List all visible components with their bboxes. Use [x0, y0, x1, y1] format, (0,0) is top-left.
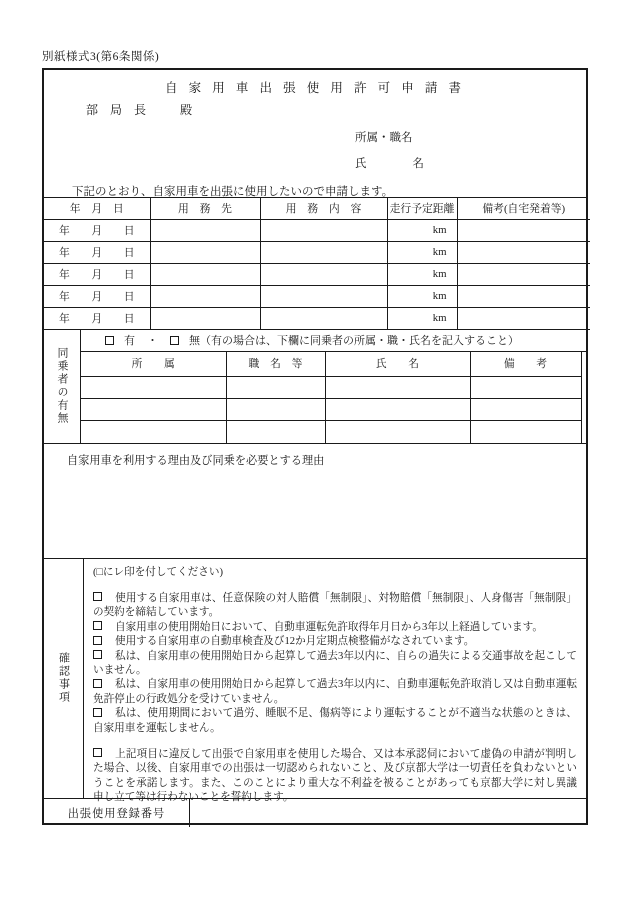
- trip-destination-cell[interactable]: [150, 219, 260, 241]
- passenger-affiliation-cell[interactable]: [81, 377, 226, 399]
- passenger-row: [81, 421, 581, 443]
- confirmation-item: [93, 650, 577, 679]
- trip-note-cell[interactable]: [457, 307, 590, 329]
- passenger-no-label: 無: [189, 335, 200, 347]
- trip-date-cell[interactable]: 年 月 日: [44, 241, 150, 263]
- trip-note-cell[interactable]: [457, 241, 590, 263]
- confirmation-pledge: [93, 748, 577, 806]
- registration-value-cell[interactable]: [190, 799, 586, 827]
- passenger-name-cell[interactable]: [325, 377, 470, 399]
- col-header-affiliation: 所 属: [81, 352, 226, 377]
- reason-label: 自家用車を利用する理由及び同乗を必要とする理由: [67, 454, 325, 467]
- trip-destination-cell[interactable]: [150, 285, 260, 307]
- confirmation-side-label: 確認事項: [44, 559, 84, 798]
- option-separator: ・: [147, 335, 158, 347]
- confirmation-item-text: 私は、使用期間において過労、睡眠不足、傷病等により運転することが不適当な状態のときは、自家用車を運転しません。: [93, 708, 577, 734]
- passenger-position-cell[interactable]: [226, 377, 325, 399]
- confirmation-item: [93, 707, 577, 736]
- intro-text: 下記のとおり、自家用車を出張に使用したいので申請します。: [72, 186, 394, 198]
- trip-row: [44, 241, 590, 263]
- trip-distance-cell[interactable]: km: [387, 307, 457, 329]
- trip-note-cell[interactable]: [457, 219, 590, 241]
- checkbox-passenger-no-icon[interactable]: [170, 336, 179, 345]
- trip-date-cell[interactable]: 年 月 日: [44, 263, 150, 285]
- passenger-affiliation-cell[interactable]: [81, 421, 226, 443]
- passenger-side-label: 同乗者の有無: [44, 330, 81, 443]
- passenger-name-cell[interactable]: [325, 399, 470, 421]
- addressee-line: [86, 103, 586, 118]
- passenger-option-note: （有の場合は、下欄に同乗者の所属・職・氏名を記入すること）: [200, 335, 519, 347]
- confirmation-item: [93, 635, 577, 649]
- confirmation-instruction: (□にレ印を付してください): [93, 566, 223, 578]
- checkbox-insurance-icon[interactable]: [93, 592, 102, 601]
- trip-description-cell[interactable]: [260, 285, 387, 307]
- addressee-label: 部 局 長: [86, 103, 147, 117]
- passenger-name-cell[interactable]: [325, 421, 470, 443]
- passenger-row: [81, 377, 581, 399]
- col-header-position: 職 名 等: [226, 352, 325, 377]
- col-header-description: 用 務 内 容: [260, 198, 387, 219]
- passenger-affiliation-cell[interactable]: [81, 399, 226, 421]
- passenger-remarks-cell[interactable]: [470, 399, 581, 421]
- passenger-table: [81, 352, 582, 443]
- passenger-section: [44, 330, 586, 444]
- trip-row: [44, 285, 590, 307]
- trip-distance-cell[interactable]: km: [387, 219, 457, 241]
- trip-note-cell[interactable]: [457, 263, 590, 285]
- form-number: 別紙様式3(第6条関係): [42, 51, 160, 63]
- trip-destination-cell[interactable]: [150, 241, 260, 263]
- passenger-row: [81, 399, 581, 421]
- trip-row: [44, 219, 590, 241]
- confirmation-section: [44, 559, 586, 804]
- passenger-remarks-cell[interactable]: [470, 377, 581, 399]
- trip-date-cell[interactable]: 年 月 日: [44, 307, 150, 329]
- trip-description-cell[interactable]: [260, 307, 387, 329]
- confirmation-item: [93, 678, 577, 707]
- trip-destination-cell[interactable]: [150, 263, 260, 285]
- trip-table: [44, 198, 590, 330]
- confirmation-item-text: 自家用車の使用開始日において、自動車運転免許取得年月日から3年以上経過しています。: [115, 621, 543, 633]
- col-header-note: 備考(自宅発着等): [457, 198, 590, 219]
- confirmation-item-text: 使用する自家用車は、任意保険の対人賠償「無制限」、対物賠償「無制限」、人身傷害「無制限」の契約を締結しています。: [93, 592, 577, 619]
- col-header-name: 氏 名: [325, 352, 470, 377]
- checkbox-no-accident-icon[interactable]: [93, 650, 102, 659]
- trip-date-cell[interactable]: 年 月 日: [44, 219, 150, 241]
- name-label: 氏 名: [355, 158, 424, 170]
- checkbox-passenger-yes-icon[interactable]: [105, 336, 114, 345]
- trip-destination-cell[interactable]: [150, 307, 260, 329]
- trip-distance-cell[interactable]: km: [387, 263, 457, 285]
- passenger-option-row: [81, 330, 586, 352]
- col-header-date: 年 月 日: [44, 198, 150, 219]
- checkbox-license-years-icon[interactable]: [93, 621, 102, 630]
- checkbox-inspection-icon[interactable]: [93, 636, 102, 645]
- form-head: [44, 70, 586, 198]
- trip-row: [44, 307, 590, 329]
- trip-distance-cell[interactable]: km: [387, 241, 457, 263]
- checkbox-fitness-icon[interactable]: [93, 708, 102, 717]
- confirmation-item: [93, 592, 577, 621]
- registration-row: [44, 799, 586, 827]
- col-header-distance: 走行予定距離: [387, 198, 457, 219]
- col-header-destination: 用 務 先: [150, 198, 260, 219]
- passenger-yes-label: 有: [124, 335, 135, 347]
- checkbox-no-suspension-icon[interactable]: [93, 679, 102, 688]
- trip-note-cell[interactable]: [457, 285, 590, 307]
- confirmation-pledge-text: 上記項目に違反して出張で自家用車を使用した場合、又は本承認伺において虚偽の申請が判明した場合、以後、自家用車での出張は一切認められないこと、及び京都大学は一切責任を負わないということを承諾します。また、このことにより重大な不利益を被ることがあっても京都大学に対し異議申し立て等は行わないことを誓約します。: [93, 748, 577, 804]
- col-header-remarks: 備 考: [470, 352, 581, 377]
- affiliation-label: 所属・職名: [355, 132, 413, 144]
- passenger-main: [81, 330, 586, 443]
- confirmation-main: [84, 559, 586, 804]
- application-form: [42, 68, 588, 825]
- page-title: 自 家 用 車 出 張 使 用 許 可 申 請 書: [164, 81, 465, 95]
- passenger-table-header-row: [81, 352, 581, 377]
- passenger-position-cell[interactable]: [226, 421, 325, 443]
- trip-description-cell[interactable]: [260, 219, 387, 241]
- trip-description-cell[interactable]: [260, 263, 387, 285]
- checkbox-pledge-icon[interactable]: [93, 748, 102, 757]
- confirmation-item-text: 使用する自家用車の自動車検査及び12か月定期点検整備がなされています。: [115, 636, 475, 648]
- passenger-remarks-cell[interactable]: [470, 421, 581, 443]
- trip-date-cell[interactable]: 年 月 日: [44, 285, 150, 307]
- confirmation-item: [93, 621, 577, 635]
- registration-label: 出張使用登録番号: [44, 799, 190, 827]
- honorific-label: 殿: [180, 103, 193, 117]
- trip-table-header-row: [44, 198, 590, 219]
- confirmation-item-text: 私は、自家用車の使用開始日から起算して過去3年以内に、自らの過失による交通事故を起こしていません。: [93, 650, 577, 676]
- trip-row: [44, 263, 590, 285]
- trip-distance-cell[interactable]: km: [387, 285, 457, 307]
- reason-section[interactable]: [44, 444, 586, 559]
- confirmation-item-text: 私は、自家用車の使用開始日から起算して過去3年以内に、自動車運転免許取消し又は自動車運転免許停止の行政処分を受けていません。: [93, 679, 577, 705]
- passenger-position-cell[interactable]: [226, 399, 325, 421]
- trip-description-cell[interactable]: [260, 241, 387, 263]
